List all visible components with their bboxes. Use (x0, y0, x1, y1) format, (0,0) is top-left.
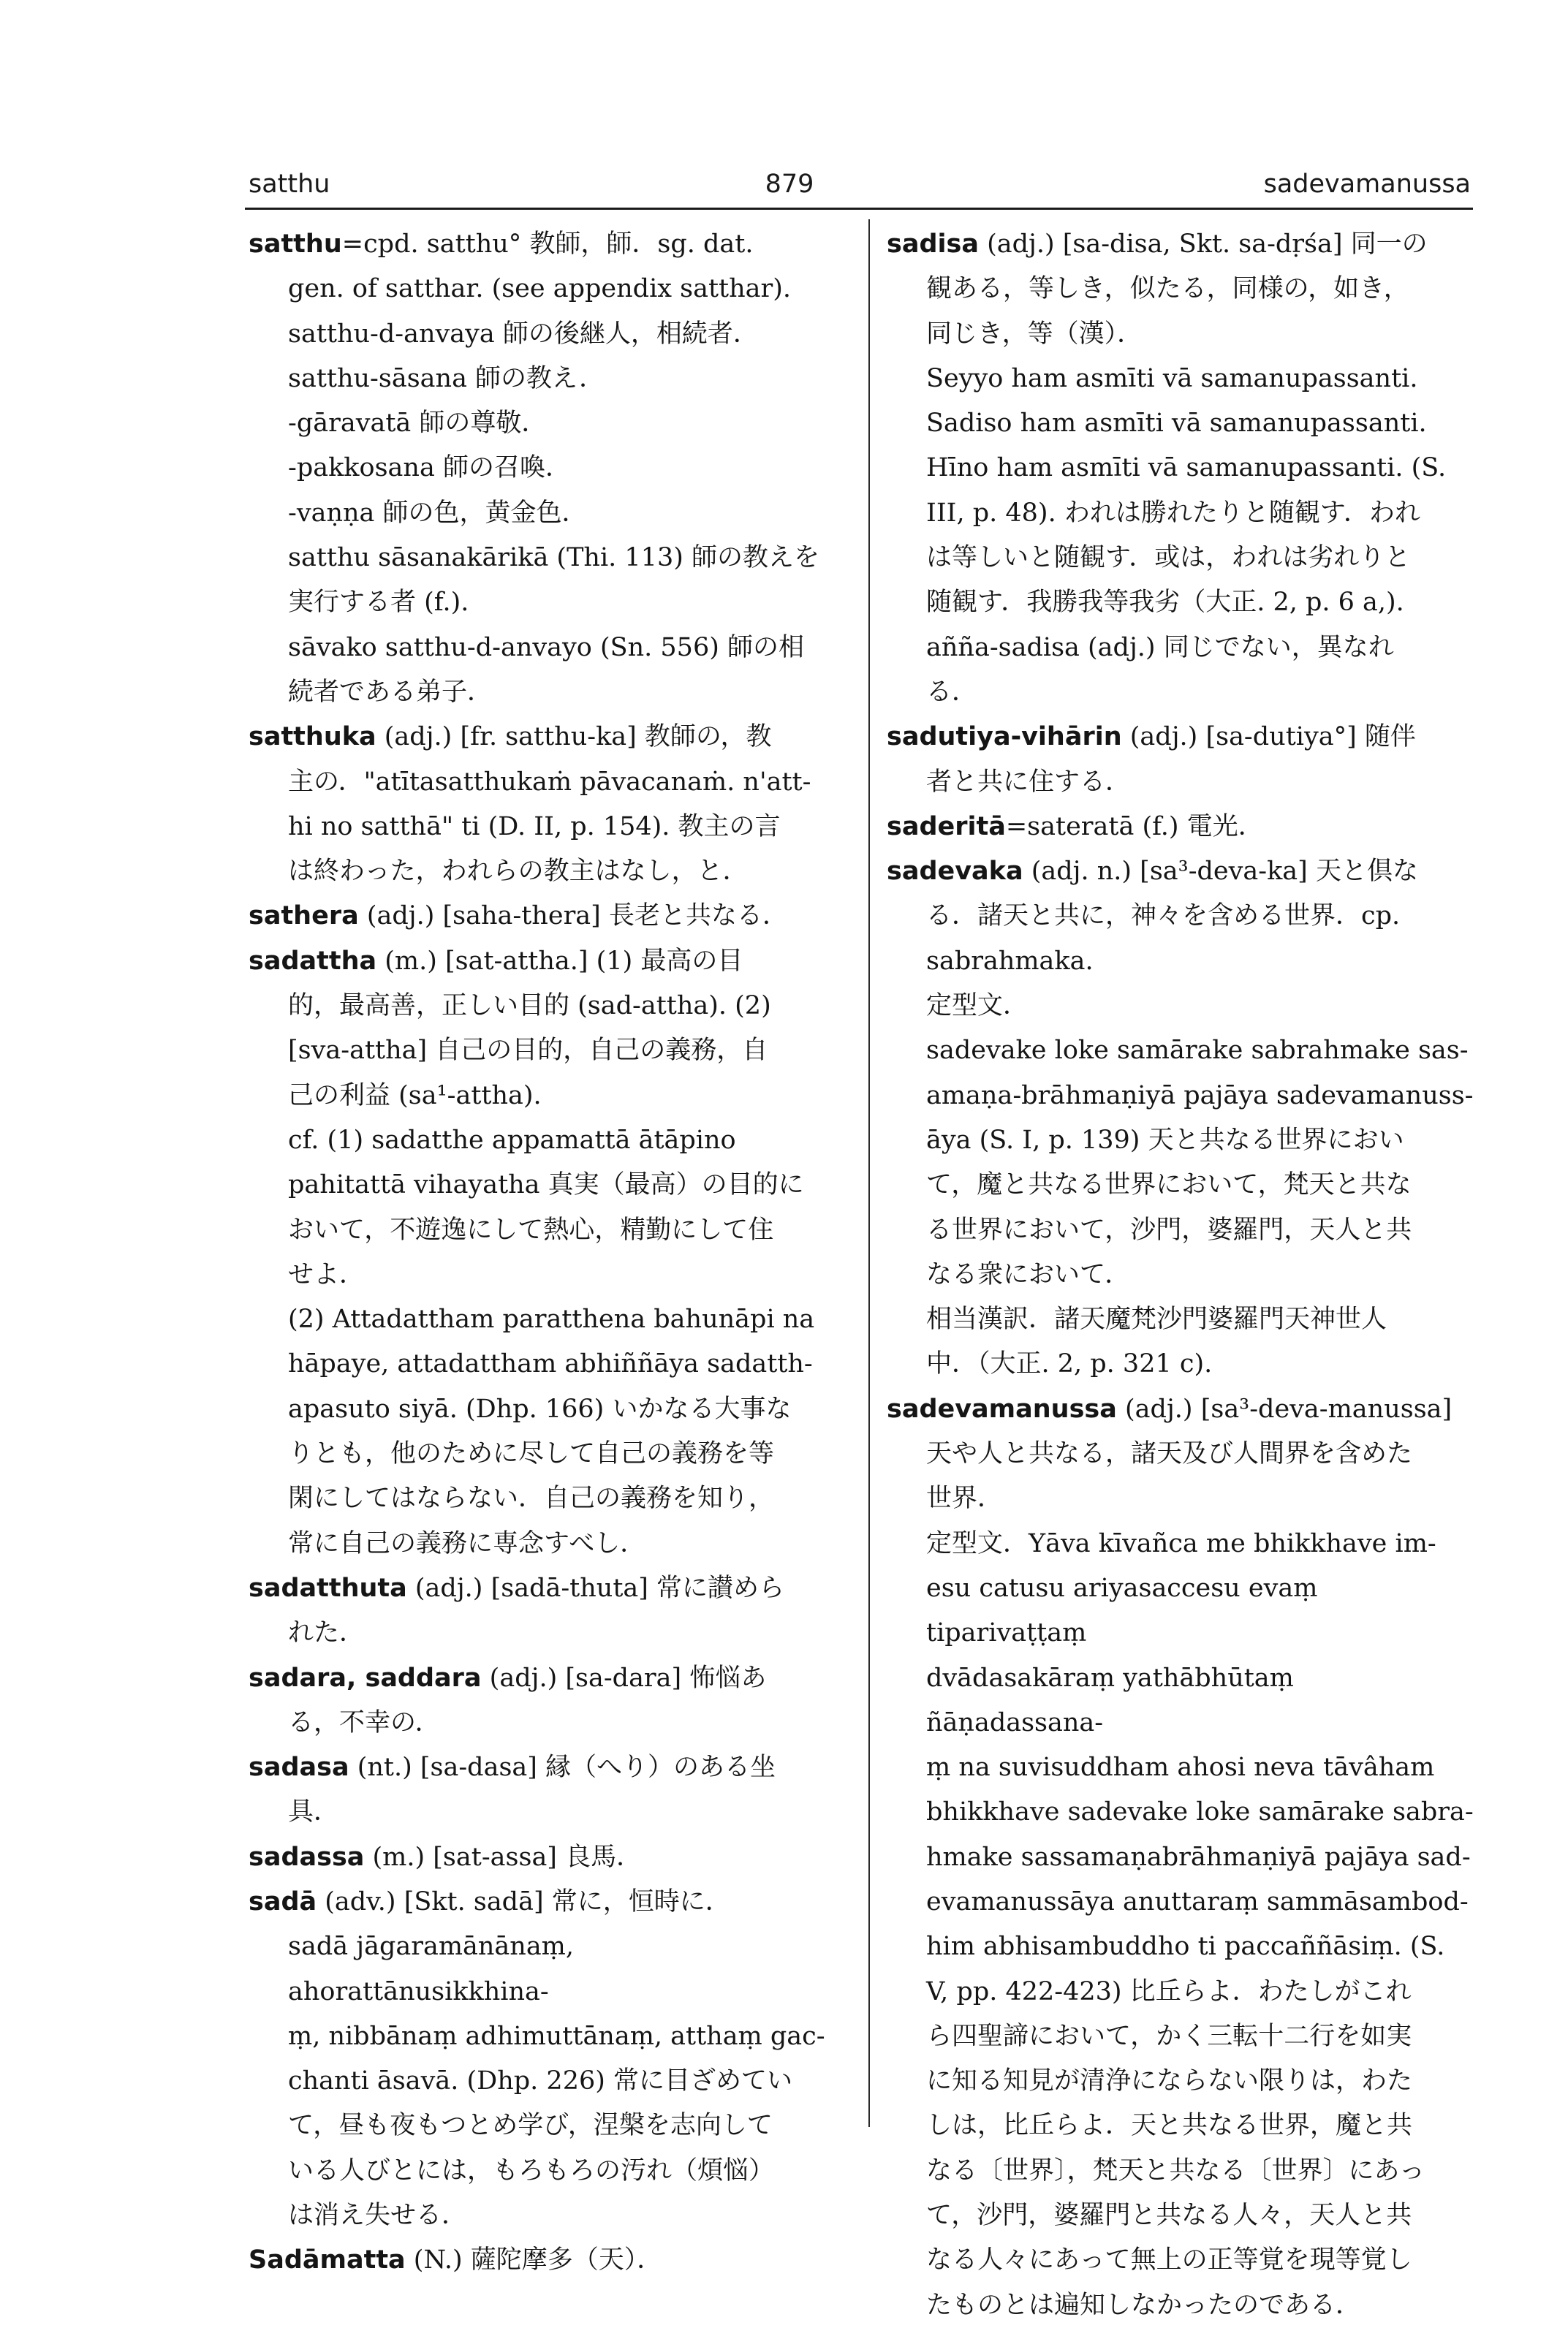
entry-line: cf. (1) sadatthe appamattā ātāpino (288, 1125, 736, 1155)
headword: sadevaka (887, 857, 1023, 887)
entry-line: 世界． (926, 1484, 1004, 1514)
entry-line: 中．（大正. 2, p. 321 c). (926, 1349, 1213, 1379)
entry-first-line (249, 894, 832, 939)
entry-definition-start: (adj.) [sa-dutiya°] 随伴 (1121, 722, 1416, 752)
entry-first-line (249, 939, 832, 984)
entry-line: 常に自己の義務に専念すべし． (288, 1528, 646, 1558)
dictionary-entry-sadamatta (249, 2238, 832, 2283)
entry-line: いる人びとには，もろもろの汚れ（煩悩） (288, 2156, 775, 2185)
entry-line: pahitattā vihayatha 真実（最高）の目的に (288, 1170, 804, 1200)
page-number: 879 (765, 170, 814, 199)
headword: saderitā (887, 811, 1006, 841)
entry-definition-start: =cpd. satthu° 教師，師．sg. dat. (341, 230, 754, 259)
entry-line: V, pp. 422-423) 比丘らよ．わたしがこれ (926, 1976, 1412, 2006)
running-head-right: sadevamanussa (1263, 170, 1471, 199)
headword: satthu (249, 230, 342, 259)
entry-first-line (249, 715, 832, 759)
left-column (249, 222, 832, 2283)
entry-line: る． (926, 677, 978, 707)
entry-line: なる人々にあって無上の正等覚を現等覚し (926, 2245, 1412, 2275)
entry-line: esu catusu ariyasaccesu evaṃ tiparivaṭṭaṃ (926, 1573, 1318, 1648)
entry-line: [sva-attha] 自己の目的，自己の義務，自 (288, 1036, 768, 1066)
headword: sathera (249, 901, 359, 931)
headword: sadatthuta (249, 1573, 407, 1603)
entry-line: him abhisambuddho ti paccaññāsiṃ. (S. (926, 1932, 1445, 1962)
entry-first-line (249, 1656, 832, 1701)
entry-line: る，不幸の． (288, 1707, 441, 1737)
entry-line: satthu sāsanakārikā (Thi. 113) 師の教えを (288, 543, 820, 573)
entry-line: なる衆において． (926, 1259, 1131, 1289)
entry-line: (2) Attadattham paratthena bahunāpi na (288, 1305, 815, 1335)
entry-line: 己の利益 (sa¹-attha). (288, 1080, 542, 1110)
entry-definition-start: (m.) [sat-assa] 良馬． (364, 1842, 643, 1872)
entry-line: 主の．"atītasatthukaṁ pāvacanaṁ. n'att- (288, 767, 811, 797)
entry-line: hi no satthā" ti (D. II, p. 154). 教主の言 (288, 811, 781, 841)
dictionary-entry-sadutiya-viharin (887, 715, 1474, 805)
headword: sadattha (249, 946, 377, 976)
entry-line: 実行する者 (f.). (288, 588, 469, 618)
dictionary-entry-sadattha (249, 939, 832, 1566)
entry-definition-start: (adj. n.) [sa³-deva-ka] 天と倶な (1023, 857, 1418, 887)
entry-line: sadevake loke samārake sabrahmake sas- (926, 1036, 1469, 1066)
dictionary-entry-sadevaka (887, 849, 1474, 1387)
entry-line: gen. of satthar. (see appendix satthar). (288, 274, 792, 304)
entry-line: apasuto siyā. (Dhp. 166) いかなる大事な (288, 1394, 792, 1424)
entry-definition-start: (adj.) [sa-dara] 怖悩あ (481, 1663, 767, 1693)
entry-line: ṃ, nibbānaṃ adhimuttānaṃ, atthaṃ gac- (288, 2021, 825, 2051)
headword: satthuka (249, 722, 376, 752)
entry-definition-start: (adj.) [sa-disa, Skt. sa-dṛśa] 同一の (978, 230, 1428, 259)
entry-line: dvādasakāraṃ yathābhūtaṃ ñāṇadassana- (926, 1663, 1294, 1737)
entry-line: satthu-d-anvaya 師の後継人，相続者． (288, 319, 759, 349)
entry-definition-start: (m.) [sat-attha.] (1) 最高の目 (376, 946, 743, 976)
entry-line: sabrahmaka. (926, 946, 1094, 976)
entry-line: 天や人と共なる，諸天及び人間界を含めた (926, 1439, 1413, 1469)
entry-line: て，魔と共なる世界において，梵天と共な (926, 1170, 1412, 1200)
entry-line: ら四聖諦において，かく三転十二行を如実 (926, 2021, 1412, 2051)
dictionary-entry-sathera (249, 894, 832, 939)
entry-line: れた． (288, 1618, 366, 1648)
entry-line: は消え失せる． (288, 2201, 468, 2231)
entry-line: sadā jāgaramānānaṃ, ahorattānusikkhina- (288, 1932, 574, 2006)
entry-first-line (249, 2238, 832, 2283)
headword: sadevamanussa (887, 1394, 1117, 1424)
entry-first-line (249, 222, 832, 267)
entry-line: て，沙門，婆羅門と共なる人々，天人と共 (926, 2201, 1412, 2231)
entry-first-line (887, 849, 1474, 894)
entry-first-line (249, 1880, 832, 1925)
entry-line: りとも，他のために尽して自己の義務を等 (288, 1439, 775, 1469)
entry-line: hmake sassamaṇabrāhmaṇiyā pajāya sad- (926, 1842, 1471, 1872)
headword: sadutiya-vihārin (887, 722, 1122, 752)
entry-line: Sadiso ham asmīti vā samanupassanti. (926, 409, 1427, 439)
headword: sadasa (249, 1753, 349, 1783)
entry-line: 者と共に住する． (926, 767, 1132, 797)
headword: sadisa (887, 230, 979, 259)
entry-first-line (249, 1745, 832, 1790)
column-divider (868, 219, 870, 2127)
entry-first-line (249, 1835, 832, 1880)
dictionary-entry-satthuka (249, 715, 832, 894)
entry-definition-start: (adj.) [sadā-thuta] 常に讃めら (406, 1573, 785, 1603)
entry-line: て，昼も夜もつとめ学び，涅槃を志向して (288, 2111, 773, 2141)
entry-line: evamanussāya anuttaraṃ sammāsambod- (926, 1887, 1469, 1916)
headword: sadā (249, 1887, 317, 1916)
entry-line: は終わった，われらの教主はなし，と． (288, 857, 749, 887)
entry-line: は等しいと随観す．或は，われは劣れりと (926, 543, 1411, 573)
entry-line: 観ある，等しき，似たる，同様の，如き， (926, 274, 1409, 304)
entry-line: hāpaye, attadattham abhiññāya sadatth- (288, 1349, 813, 1379)
entry-line: bhikkhave sadevake loke samārake sabra- (926, 1797, 1474, 1827)
entry-definition-start: (adj.) [fr. satthu-ka] 教師の，教 (376, 722, 772, 752)
entry-line: -gāravatā 師の尊敬． (288, 409, 548, 439)
entry-line: ṃ na suvisuddham ahosi neva tāvâham (926, 1753, 1435, 1783)
headword: Sadāmatta (249, 2245, 406, 2275)
entry-line: 具． (288, 1797, 340, 1827)
dictionary-entry-sada (249, 1880, 832, 2238)
entry-definition-start: (nt.) [sa-dasa] 縁（へり）のある坐 (349, 1753, 776, 1783)
dictionary-entry-satthu (249, 222, 832, 715)
entry-line: 的，最高善，正しい目的 (sad-attha). (2) (288, 991, 771, 1021)
dictionary-entry-saderita (887, 805, 1474, 849)
entry-first-line (887, 805, 1474, 849)
dictionary-entry-sadara (249, 1656, 832, 1746)
entry-definition-start: (N.) 薩陀摩多（天）． (405, 2245, 663, 2275)
entry-first-line (249, 1566, 832, 1611)
entry-line: せよ． (288, 1259, 366, 1289)
entry-line: amaṇa-brāhmaṇiyā pajāya sadevamanuss- (926, 1080, 1474, 1110)
entry-definition-start: =sateratā (f.) 電光． (1005, 811, 1264, 841)
entry-line: おいて，不遊逸にして熱心，精勤にして住 (288, 1215, 774, 1245)
running-head-left: satthu (249, 170, 330, 199)
entry-first-line (887, 715, 1474, 759)
entry-line: る世界において，沙門，婆羅門，天人と共 (926, 1215, 1412, 1245)
entry-line: añña-sadisa (adj.) 同じでない，異なれ (926, 632, 1394, 662)
entry-first-line (887, 222, 1474, 267)
entry-definition-start: (adv.) [Skt. sadā] 常に，恒時に． (317, 1887, 731, 1916)
dictionary-entry-sadisa (887, 222, 1474, 715)
entry-line: satthu-sāsana 師の教え． (288, 363, 605, 393)
entry-definition-start: (adj.) [saha-thera] 長老と共なる． (358, 901, 788, 931)
headword: sadara, saddara (249, 1663, 482, 1693)
headword: sadassa (249, 1842, 365, 1872)
entry-first-line (887, 1387, 1474, 1432)
dictionary-entry-sadatthuta (249, 1566, 832, 1656)
dictionary-entry-sadevamanussa (887, 1387, 1474, 2328)
entry-line: なる〔世界〕，梵天と共なる〔世界〕にあっ (926, 2156, 1425, 2185)
entry-line: 閑にしてはならない．自己の義務を知り， (288, 1484, 775, 1514)
entry-line: たものとは遍知しなかったのである． (926, 2290, 1362, 2320)
entry-line: -vaṇṇa 師の色，黄金色． (288, 498, 588, 528)
entry-line: 相当漢訳．諸天魔梵沙門婆羅門天神世人 (926, 1305, 1387, 1335)
right-column (887, 222, 1474, 2328)
entry-line: 続者である弟子． (288, 677, 493, 707)
entry-line: āya (S. I, p. 139) 天と共なる世界におい (926, 1125, 1404, 1155)
entry-line: 定型文．Yāva kīvañca me bhikkhave im- (926, 1528, 1436, 1558)
entry-line: 同じき，等（漢）． (926, 319, 1143, 349)
dictionary-entry-sadassa (249, 1835, 832, 1880)
entry-line: る．諸天と共に，神々を含める世界．cp. (926, 901, 1401, 931)
entry-line: chanti āsavā. (Dhp. 226) 常に目ざめてい (288, 2066, 793, 2096)
entry-line: -pakkosana 師の召喚． (288, 453, 571, 483)
header-rule (245, 208, 1473, 210)
entry-line: 随観す．我勝我等我劣（大正. 2, p. 6 a,). (926, 588, 1404, 618)
entry-line: しは，比丘らよ．天と共なる世界，魔と共 (926, 2111, 1413, 2141)
entry-line: III, p. 48). われは勝れたりと随観す．われ (926, 498, 1421, 528)
entry-line: Hīno ham asmīti vā samanupassanti. (S. (926, 453, 1447, 483)
entry-definition-start: (adj.) [sa³-deva-manussa] (1116, 1394, 1453, 1424)
entry-line: 定型文． (926, 991, 1029, 1021)
dictionary-entry-sadasa (249, 1745, 832, 1835)
entry-line: Seyyo ham asmīti vā samanupassanti. (926, 363, 1418, 393)
entry-line: に知る知見が清浄にならない限りは，わた (926, 2066, 1413, 2096)
entry-line: sāvako satthu-d-anvayo (Sn. 556) 師の相 (288, 632, 804, 662)
